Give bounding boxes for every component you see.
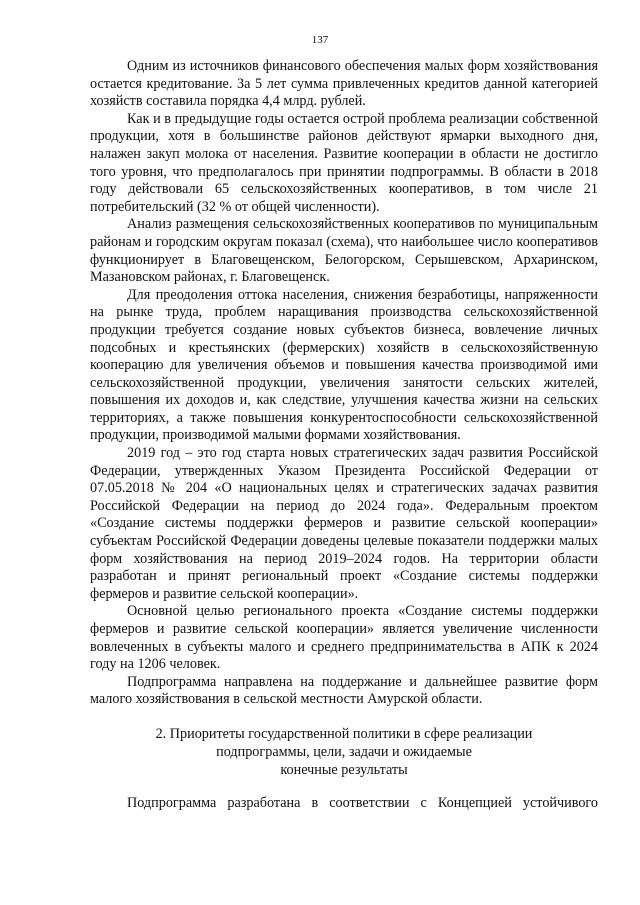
page-number: 137 xyxy=(311,34,329,46)
paragraph-project-goal: Основной целью регионального проекта «Создание системы поддержки фермеров и развитие сельской кооперации» является увеличение численности вовлеченных в субъекты малого и среднего предпринимательства в АПК к 2024 году на 1206 человек. xyxy=(90,603,598,673)
paragraph-subprogram-aim: Подпрограмма направлена на поддержание и дальнейшее развитие форм малого хозяйствования в сельской местности Амурской области. xyxy=(90,673,598,708)
section-heading-line-1: 2. Приоритеты государственной политики в сфере реализации xyxy=(155,725,533,742)
paragraph-financing: Одним из источников финансового обеспечения малых форм хозяйствования остается кредитование. За 5 лет сумма привлеченных кредитов данной категорией хозяйств составила порядка 4,4 млрд. рублей. xyxy=(90,58,598,110)
paragraph-concept-start: Подпрограмма разработана в соответствии с Концепцией устойчивого xyxy=(127,794,598,811)
paragraph-overcoming-outflow: Для преодоления оттока населения, снижения безработицы, напряженности на рынке труда, проблем наращивания производства сельскохозяйственной продукции требуется создание новых субъектов бизнеса, вовлечение личных подсобных и крестьянских (фермерских) хозяйств в сельскохозяйственную кооперацию для увеличения объемов и повышения качества производимой ими сельскохозяйственной продукции, увеличения занятости сельских жителей, повышения их доходов и, как следствие, улучшения качества жизни на сельских территориях, а также повышения конкурентоспособности сельскохозяйственной продукции, производимой малыми формами хозяйствования. xyxy=(90,286,598,444)
section-heading xyxy=(90,725,598,779)
section-heading-line-2: подпрограммы, цели, задачи и ожидаемые xyxy=(216,743,472,760)
paragraph-cooperative-analysis: Анализ размещения сельскохозяйственных кооперативов по муниципальным районам и городским округам показал (схема), что наибольшее число кооперативов функционирует в Благовещенском, Белогорском, Серышевском, Архаринском, Мазановском районах, г. Благовещенск. xyxy=(90,216,598,286)
paragraph-sales-problem: Как и в предыдущие годы остается острой проблема реализации собственной продукции, хотя в большинстве районов действуют ярмарки выходного дня, налажен закуп молока от населения. Развитие кооперации в области не достигло того уровня, что предполагалось при принятии подпрограммы. В области в 2018 году действовали 65 сельскохозяйственных кооперативов, в том числе 21 потребительский (32 % от общей численности). xyxy=(90,110,598,215)
section-heading-line-3: конечные результаты xyxy=(280,761,408,778)
paragraph-2019-start: 2019 год – это год старта новых стратегических задач развития Российской Федерации, утвержденных Указом Президента Российской Федерации от 07.05.2018 № 204 «О национальных целях и стратегических задачах развития Российской Федерации на период до 2024 года». Федеральным проектом «Создание системы поддержки фермеров и развитие сельской кооперации» субъектам Российской Федерации доведены целевые показатели поддержки малых форм хозяйствования на период 2019–2024 годов. На территории области разработан и принят региональный проект «Создание системы поддержки фермеров и развитие сельской кооперации». xyxy=(90,445,598,602)
document-body xyxy=(90,58,598,813)
